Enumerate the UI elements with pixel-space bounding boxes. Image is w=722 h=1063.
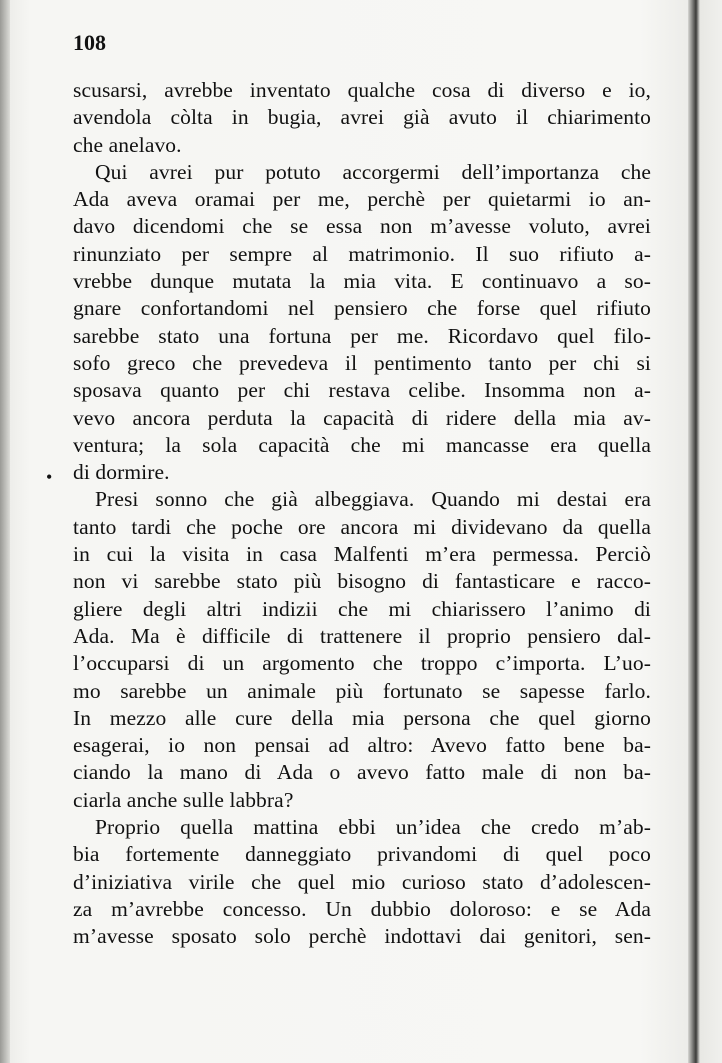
margin-mark: •: [46, 467, 53, 487]
text-line: vrebbe dunque mutata la mia vita. E continuavo a so-: [73, 269, 651, 294]
text-line: non vi sarebbe stato più bisogno di fantasticare e racco-: [73, 569, 651, 594]
text-line: Proprio quella mattina ebbi un’idea che credo m’ab-: [95, 815, 651, 840]
body-text: [73, 77, 651, 951]
text-line: ventura; la sola capacità che mi mancasse era quella: [73, 432, 651, 457]
page-binding-shadow: [0, 0, 10, 1063]
text-line: sofo greco che prevedeva il pentimento tanto per chi si: [73, 350, 651, 375]
text-line: in cui la visita in casa Malfenti m’era permessa. Perciò: [73, 542, 651, 567]
text-line: di dormire.: [73, 460, 170, 485]
text-line: ciando la mano di Ada o avevo fatto male di non ba-: [73, 760, 651, 785]
text-line: gnare confortandomi nel pensiero che forse quel rifiuto: [73, 296, 651, 321]
text-line: vevo ancora perduta la capacità di ridere della mia av-: [73, 405, 651, 430]
text-line: davo dicendomi che se essa non m’avesse voluto, avrei: [73, 214, 651, 239]
text-line: bia fortemente danneggiato privandomi di quel poco: [73, 842, 651, 867]
text-line: sposava quanto per chi restava celibe. Insomma non a-: [73, 378, 651, 403]
text-line: Presi sonno che già albeggiava. Quando mi destai era: [95, 487, 651, 512]
text-line: In mezzo alle cure della mia persona che quel giorno: [73, 705, 651, 730]
text-line: avendola còlta in bugia, avrei già avuto il chiarimento: [73, 105, 651, 130]
text-line: sarebbe stato una fortuna per me. Ricordavo quel filo-: [73, 323, 651, 348]
text-line: za m’avrebbe concesso. Un dubbio doloroso: e se Ada: [73, 896, 651, 921]
text-line: ciarla anche sulle labbra?: [73, 787, 294, 812]
text-line: tanto tardi che poche ore ancora mi dividevano da quella: [73, 514, 651, 539]
text-line: Ada. Ma è difficile di trattenere il proprio pensiero dal-: [73, 623, 651, 648]
text-line: scusarsi, avrebbe inventato qualche cosa di diverso e io,: [73, 78, 651, 102]
text-line: esagerai, io non pensai ad altro: Avevo fatto bene ba-: [73, 733, 651, 758]
text-line: d’iniziativa virile che quel mio curioso stato d’adolescen-: [73, 869, 651, 894]
text-line: che anelavo.: [73, 132, 182, 157]
page-number: 108: [73, 30, 106, 55]
text-line: mo sarebbe un animale più fortunato se sapesse farlo.: [73, 678, 651, 703]
text-line: rinunziato per sempre al matrimonio. Il suo rifiuto a-: [73, 241, 651, 266]
text-line: gliere degli altri indizii che mi chiarissero l’animo di: [73, 596, 651, 621]
text-line: l’occuparsi di un argomento che troppo c’importa. L’uo-: [73, 651, 651, 676]
text-line: Qui avrei pur potuto accorgermi dell’importanza che: [95, 159, 651, 184]
page-edge-shadow: [688, 0, 722, 1063]
text-line: Ada aveva oramai per me, perchè per quietarmi io an-: [73, 187, 651, 212]
text-line: m’avesse sposato solo perchè indottavi dai genitori, sen-: [73, 924, 651, 949]
